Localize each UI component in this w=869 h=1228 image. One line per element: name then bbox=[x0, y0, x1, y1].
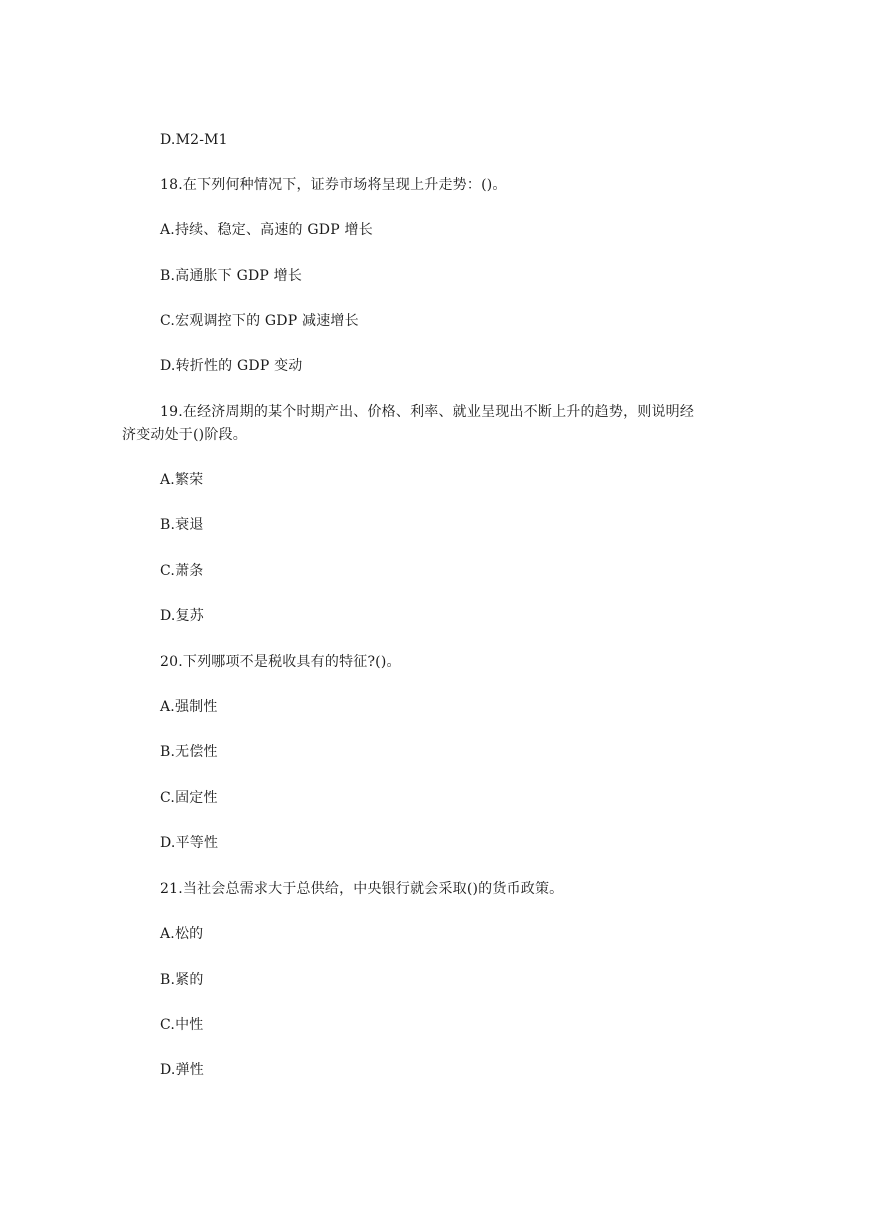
q18-stem: 18.在下列何种情况下，证券市场将呈现上升走势：()。 bbox=[160, 177, 507, 193]
q18-option-b: B.高通胀下 GDP 增长 bbox=[160, 268, 303, 284]
q21-option-b: B.紧的 bbox=[160, 972, 204, 988]
q19-option-c: C.萧条 bbox=[160, 563, 204, 579]
q21-option-d: D.弹性 bbox=[160, 1062, 204, 1078]
q18-option-d: D.转折性的 GDP 变动 bbox=[160, 358, 303, 374]
q20-option-b: B.无偿性 bbox=[160, 744, 218, 760]
q20-option-a: A.强制性 bbox=[160, 699, 218, 715]
q18-option-a: A.持续、稳定、高速的 GDP 增长 bbox=[160, 222, 373, 238]
q19-option-b: B.衰退 bbox=[160, 517, 204, 533]
q21-stem: 21.当社会总需求大于总供给，中央银行就会采取()的货币政策。 bbox=[160, 881, 564, 897]
q21-option-c: C.中性 bbox=[160, 1017, 204, 1033]
q21-option-a: A.松的 bbox=[160, 926, 204, 942]
q18-option-c: C.宏观调控下的 GDP 减速增长 bbox=[160, 313, 359, 329]
q17-option-d: D.M2-M1 bbox=[160, 132, 228, 148]
q20-option-d: D.平等性 bbox=[160, 835, 219, 851]
q20-stem: 20.下列哪项不是税收具有的特征?()。 bbox=[160, 654, 401, 670]
q19-option-d: D.复苏 bbox=[160, 608, 204, 624]
q19-stem-line2: 济变动处于()阶段。 bbox=[122, 427, 247, 443]
q20-option-c: C.固定性 bbox=[160, 790, 218, 806]
q19-option-a: A.繁荣 bbox=[160, 472, 204, 488]
q19-stem-line1: 19.在经济周期的某个时期产出、价格、利率、就业呈现出不断上升的趋势，则说明经 bbox=[160, 404, 695, 420]
